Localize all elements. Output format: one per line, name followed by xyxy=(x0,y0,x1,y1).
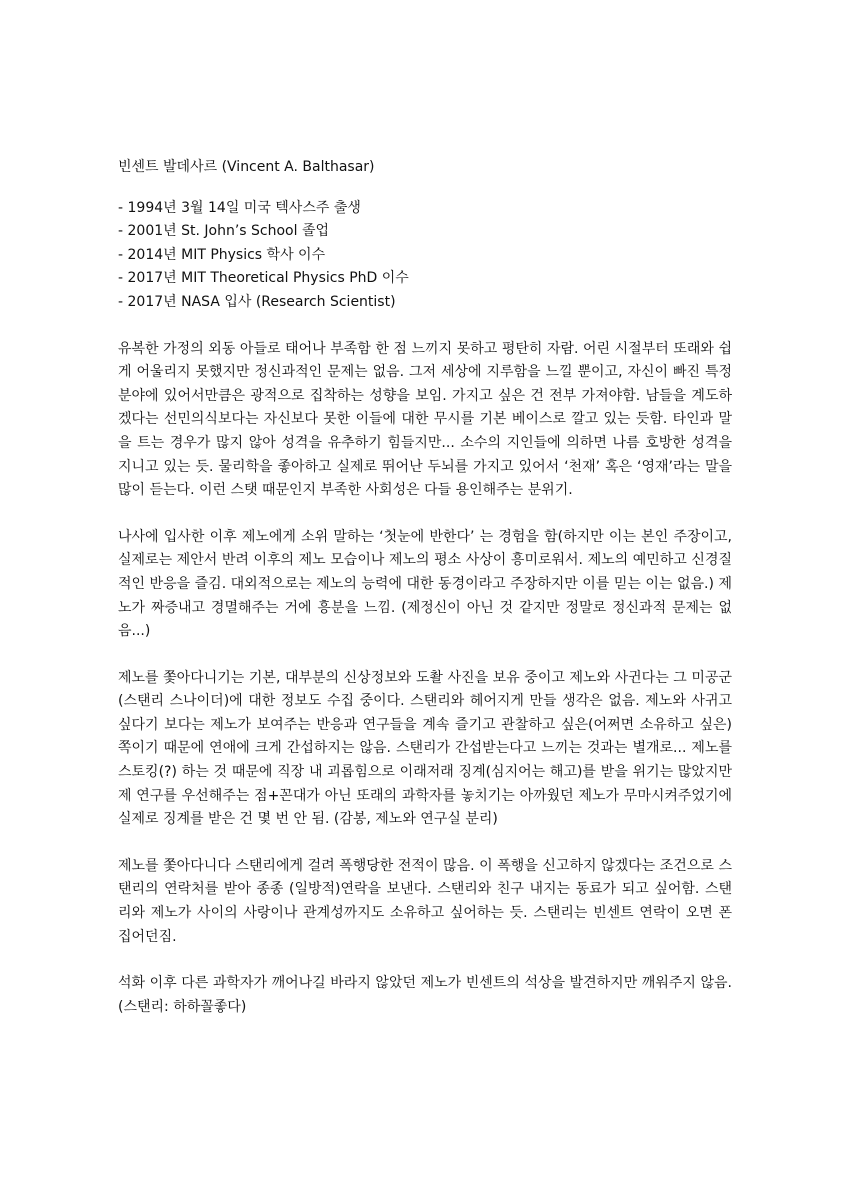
paragraph-stanley: 제노를 쫓아다니다 스탠리에게 걸려 폭행당한 전적이 많음. 이 폭행을 신고하지 않겠다는 조건으로 스탠리의 연락처를 받아 종종 (일방적)연락을 보낸다. 스탠리와 친구 내지는 동료가 되고 싶어함. 스탠리와 제노가 사이의 사랑이나 관계성까지도 소유하고 싶어하는 듯. 스탠리는 빈센트 연락이 오면 폰 집어던짐. xyxy=(118,857,732,945)
bio-item: - 2014년 MIT Physics 학사 이수 xyxy=(118,244,732,268)
bio-list xyxy=(118,197,732,315)
bio-item: - 2017년 NASA 입사 (Research Scientist) xyxy=(118,291,732,315)
paragraph-nasa: 나사에 입사한 이후 제노에게 소위 말하는 ‘첫눈에 반한다’ 는 경험을 함(하지만 이는 본인 주장이고, 실제로는 제안서 반려 이후의 제노 모습이나 제노의 평소 사상이 흥미로워서. 제노의 예민하고 신경질적인 반응을 즐김. 대외적으로는 제노의 능력에 대한 동경이라고 주장하지만 이를 믿는 이는 없음.) 제노가 짜증내고 경멸해주는 거에 흥분을 느낌. (제정신이 아닌 것 같지만 정말로 정신과적 문제는 없음...) xyxy=(118,528,732,640)
paragraph-personality: 유복한 가정의 외동 아들로 태어나 부족함 한 점 느끼지 못하고 평탄히 자람. 어린 시절부터 또래와 쉽게 어울리지 못했지만 정신과적인 문제는 없음. 그저 세상에 지루함을 느낄 뿐이고, 자신이 빠진 특정 분야에 있어서만큼은 광적으로 집착하는 성향을 보임. 가지고 싶은 건 전부 가져야함. 남들을 계도하겠다는 선민의식보다는 자신보다 못한 이들에 대한 무시를 기본 베이스로 깔고 있는 듯함. 타인과 말을 트는 경우가 많지 않아 성격을 유추하기 힘들지만... 소수의 지인들에 의하면 나름 호방한 성격을 지니고 있는 듯. 물리학을 좋아하고 실제로 뛰어난 두뇌를 가지고 있어서 ‘천재’ 혹은 ‘영재’라는 말을 많이 듣는다. 이런 스탯 때문인지 부족한 사회성은 다들 용인해주는 분위기. xyxy=(118,340,732,499)
bio-item: - 1994년 3월 14일 미국 텍사스주 출생 xyxy=(118,197,732,221)
document-title: 빈센트 발데사르 (Vincent A. Balthasar) xyxy=(118,159,375,175)
paragraph-stalking: 제노를 쫓아다니기는 기본, 대부분의 신상정보와 도촬 사진을 보유 중이고 제노와 사귄다는 그 미공군(스탠리 스나이더)에 대한 정보도 수집 중이다. 스탠리와 헤어지게 만들 생각은 없음. 제노와 사귀고 싶다기 보다는 제노가 보여주는 반응과 연구들을 계속 즐기고 관찰하고 싶은(어쩌면 소유하고 싶은) 쪽이기 때문에 연애에 크게 간섭하지는 않음. 스탠리가 간섭받는다고 느끼는 것과는 별개로... 제노를 스토킹(?) 하는 것 때문에 직장 내 괴롭힘으로 이래저래 징계(심지어는 해고)를 받을 위기는 많았지만 제 연구를 우선해주는 점+꼰대가 아닌 또래의 과학자를 놓치기는 아까웠던 제노가 무마시켜주었기에 실제로 징계를 받은 건 몇 번 안 됨. (감봉, 제노와 연구실 분리) xyxy=(118,669,732,828)
paragraph-petrification: 석화 이후 다른 과학자가 깨어나길 바라지 않았던 제노가 빈센트의 석상을 발견하지만 깨워주지 않음. (스탠리: 하하꼴좋다) xyxy=(118,975,732,1015)
bio-item: - 2001년 St. John’s School 졸업 xyxy=(118,220,732,244)
bio-item: - 2017년 MIT Theoretical Physics PhD 이수 xyxy=(118,267,732,291)
document-page xyxy=(118,156,732,1042)
